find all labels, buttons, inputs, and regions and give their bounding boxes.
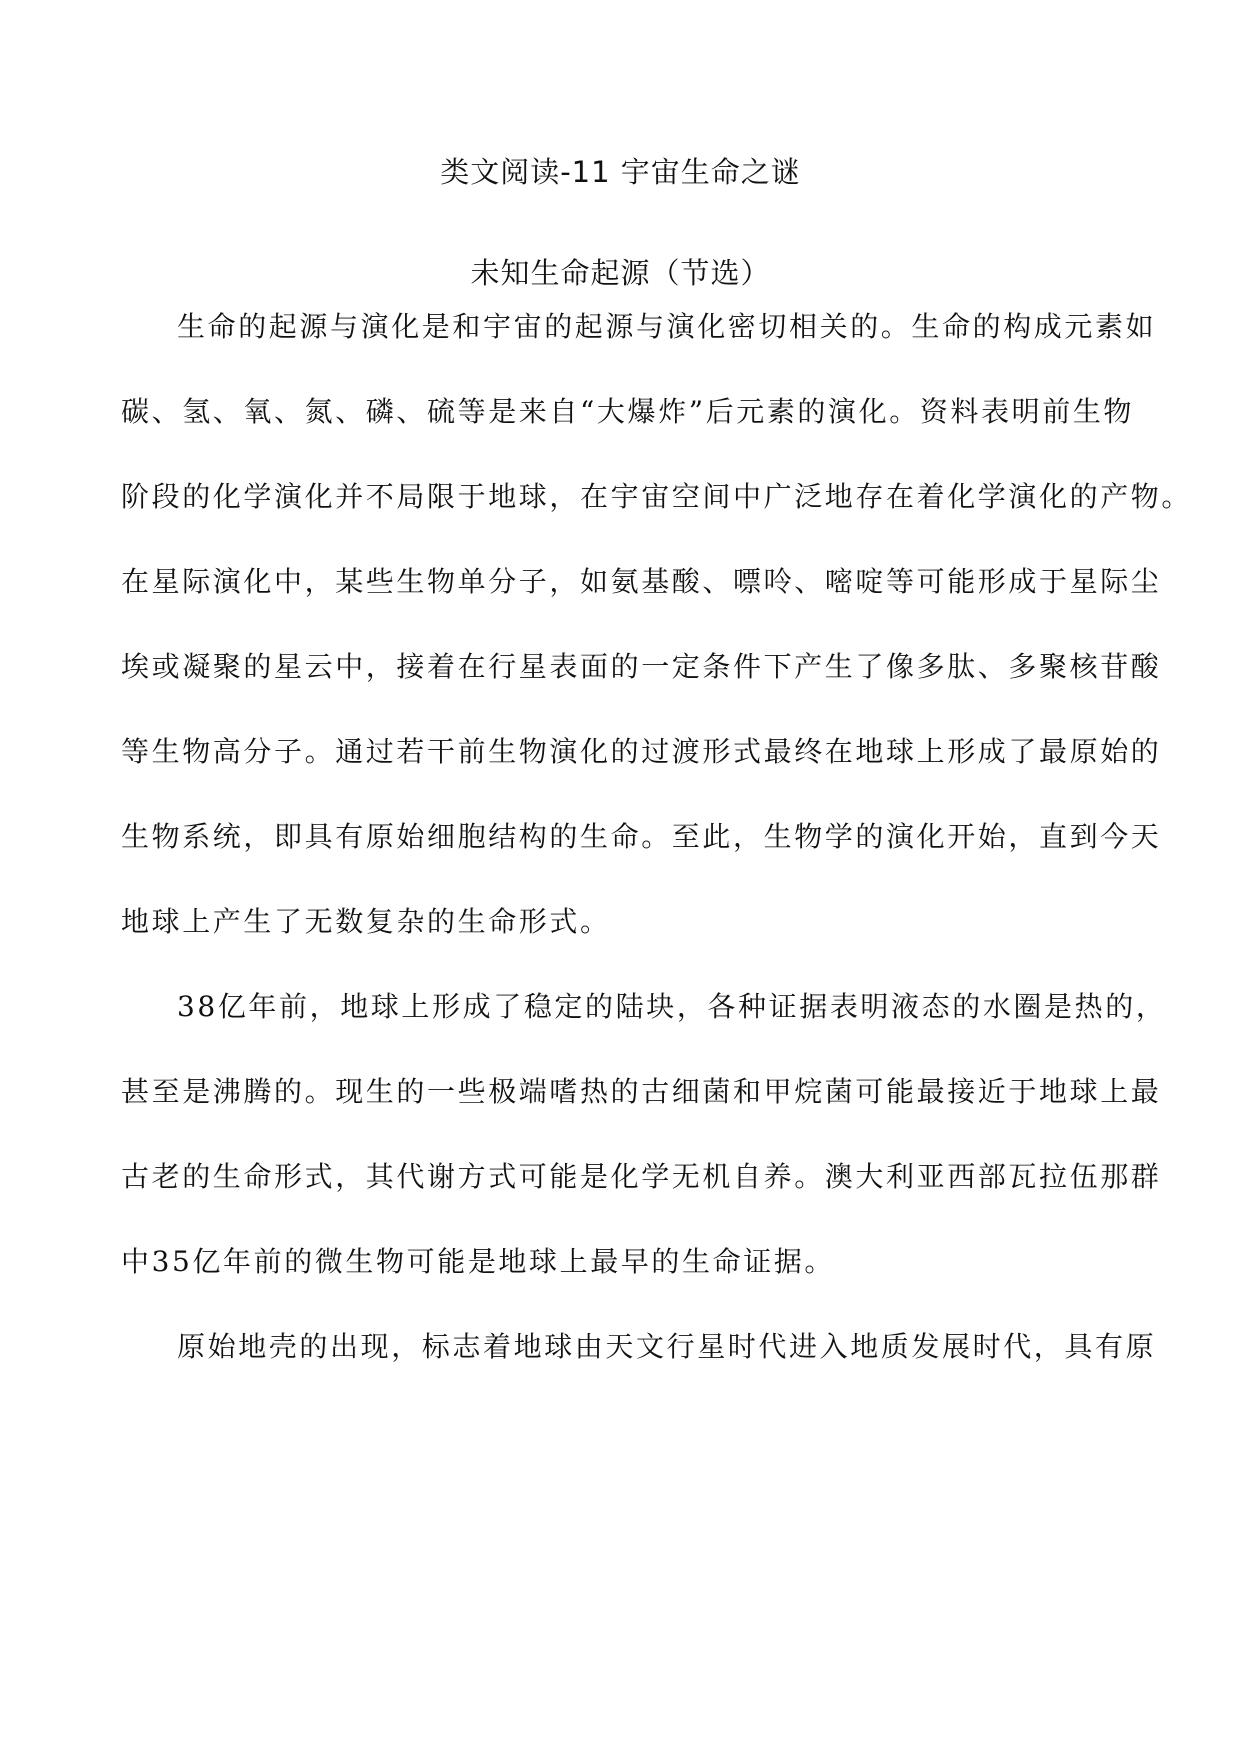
paragraph-line: 生物系统，即具有原始细胞结构的生命。至此，生物学的演化开始，直到今天	[121, 820, 1162, 853]
document-title: 类文阅读-11 宇宙生命之谜	[440, 155, 801, 189]
paragraph-line: 中35亿年前的微生物可能是地球上最早的生命证据。	[121, 1245, 836, 1278]
paragraph-line: 在星际演化中，某些生物单分子，如氨基酸、嘌呤、嘧啶等可能形成于星际尘	[121, 565, 1162, 598]
paragraph-line: 生命的起源与演化是和宇宙的起源与演化密切相关的。生命的构成元素如	[177, 310, 1157, 343]
paragraph-line: 古老的生命形式，其代谢方式可能是化学无机自养。澳大利亚西部瓦拉伍那群	[121, 1160, 1162, 1193]
paragraph-line: 埃或凝聚的星云中，接着在行星表面的一定条件下产生了像多肽、多聚核苷酸	[121, 650, 1162, 683]
paragraph-line: 甚至是沸腾的。现生的一些极端嗜热的古细菌和甲烷菌可能最接近于地球上最	[121, 1075, 1162, 1108]
document-subtitle: 未知生命起源（节选）	[470, 256, 771, 290]
paragraph-line: 38亿年前，地球上形成了稳定的陆块，各种证据表明液态的水圈是热的，	[177, 990, 1167, 1023]
paragraph-line: 原始地壳的出现，标志着地球由天文行星时代进入地质发展时代，具有原	[177, 1330, 1157, 1363]
paragraph-line: 碳、氢、氧、氮、磷、硫等是来自“大爆炸”后元素的演化。资料表明前生物	[121, 395, 1135, 428]
paragraph-line: 地球上产生了无数复杂的生命形式。	[121, 905, 611, 938]
paragraph-line: 阶段的化学演化并不局限于地球，在宇宙空间中广泛地存在着化学演化的产物。	[121, 480, 1193, 513]
paragraph-line: 等生物高分子。通过若干前生物演化的过渡形式最终在地球上形成了最原始的	[121, 735, 1162, 768]
